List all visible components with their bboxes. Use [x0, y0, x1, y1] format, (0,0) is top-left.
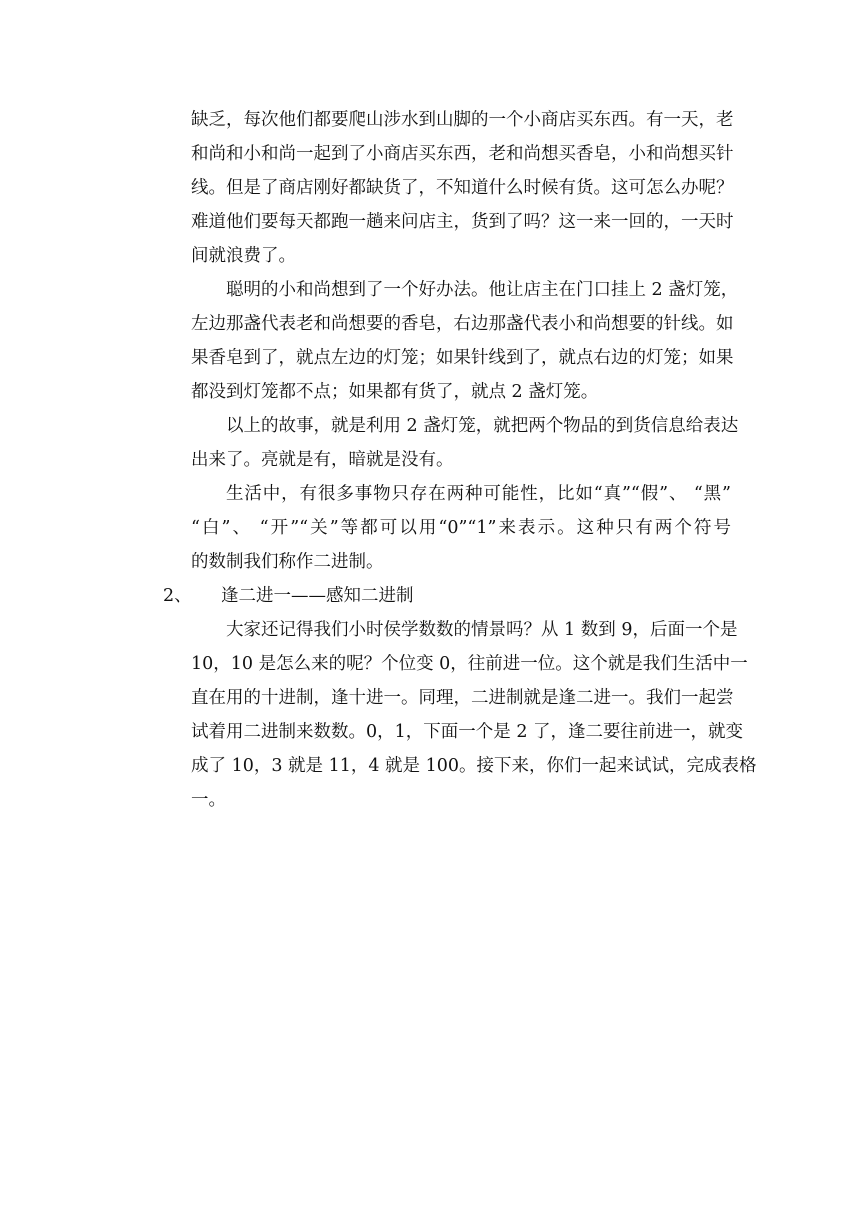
section-title: 逢二进一——感知二进制 [221, 586, 414, 606]
paragraph-1-line-3: 线。但是了商店刚好都缺货了，不知道什么时候有货。这可怎么办呢？ [191, 178, 734, 198]
paragraph-2-line-1: 聪明的小和尚想到了一个好办法。他让店主在门口挂上 2 盏灯笼， [226, 280, 739, 300]
paragraph-4-line-3: 的数制我们称作二进制。 [191, 552, 384, 572]
paragraph-1-line-2: 和尚和小和尚一起到了小商店买东西，老和尚想买香皂，小和尚想买针 [191, 144, 734, 164]
paragraph-1-line-1: 缺乏，每次他们都要爬山涉水到山脚的一个小商店买东西。有一天，老 [191, 110, 734, 130]
paragraph-2-line-2: 左边那盏代表老和尚想要的香皂，右边那盏代表小和尚想要的针线。如 [191, 314, 734, 334]
paragraph-3-line-2: 出来了。亮就是有，暗就是没有。 [191, 450, 454, 470]
section-paragraph-line-5: 成了 10，3 就是 11，4 就是 100。接下来，你们一起来试试，完成表格 [191, 756, 757, 776]
section-paragraph-line-1: 大家还记得我们小时侯学数数的情景吗？从 1 数到 9，后面一个是 [226, 620, 738, 640]
paragraph-2-line-4: 都没到灯笼都不点；如果都有货了，就点 2 盏灯笼。 [191, 382, 599, 402]
paragraph-2-line-3: 果香皂到了，就点左边的灯笼；如果针线到了，就点右边的灯笼；如果 [191, 348, 734, 368]
paragraph-4-line-2: “白”、 “开”“关”等都可以用“0”“1”来表示。这种只有两个符号 [191, 518, 731, 538]
paragraph-1-line-5: 间就浪费了。 [191, 246, 296, 266]
section-paragraph-line-3: 直在用的十进制，逢十进一。同理，二进制就是逢二进一。我们一起尝 [191, 688, 734, 708]
paragraph-3-line-1: 以上的故事，就是利用 2 盏灯笼，就把两个物品的到货信息给表达 [226, 416, 739, 436]
paragraph-4-line-1: 生活中，有很多事物只存在两种可能性，比如“真”“假”、 “黑” [226, 484, 731, 504]
section-number: 2、 [163, 586, 192, 606]
paragraph-1-line-4: 难道他们要每天都跑一趟来问店主，货到了吗？这一来一回的，一天时 [191, 212, 734, 232]
section-paragraph-line-4: 试着用二进制来数数。0，1，下面一个是 2 了，逢二要往前进一，就变 [191, 722, 744, 742]
section-paragraph-line-2: 10，10 是怎么来的呢？个位变 0，往前进一位。这个就是我们生活中一 [191, 654, 748, 674]
section-paragraph-line-6: 一。 [191, 790, 226, 810]
